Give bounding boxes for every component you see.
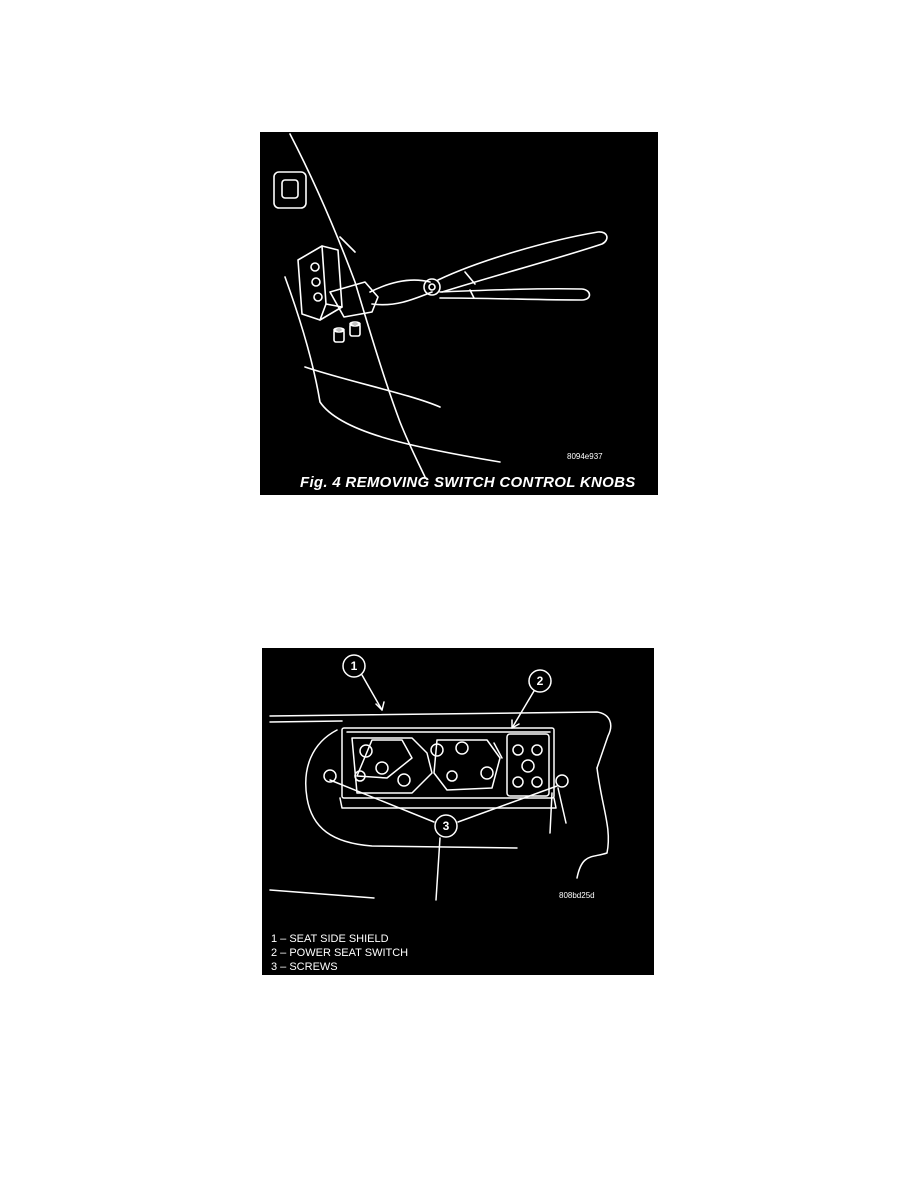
figure-ref-code: 8094e937 [567, 452, 603, 461]
figure-caption: Fig. 4 REMOVING SWITCH CONTROL KNOBS [300, 474, 636, 491]
figure-power-seat-switch [262, 648, 654, 975]
legend-item: 1 – SEAT SIDE SHIELD [271, 933, 389, 945]
figure-ref-code: 808bd25d [559, 891, 595, 900]
callout-3: 3 [442, 819, 450, 833]
figure-legend [271, 932, 408, 974]
pliers-removing-knob-illustration [260, 132, 658, 495]
legend-item: 3 – SCREWS [271, 961, 338, 973]
seat-switch-illustration [262, 648, 654, 975]
callout-2: 2 [536, 674, 544, 688]
legend-item: 2 – POWER SEAT SWITCH [271, 947, 409, 959]
callout-1: 1 [350, 659, 358, 673]
figure-removing-knobs [260, 132, 658, 495]
